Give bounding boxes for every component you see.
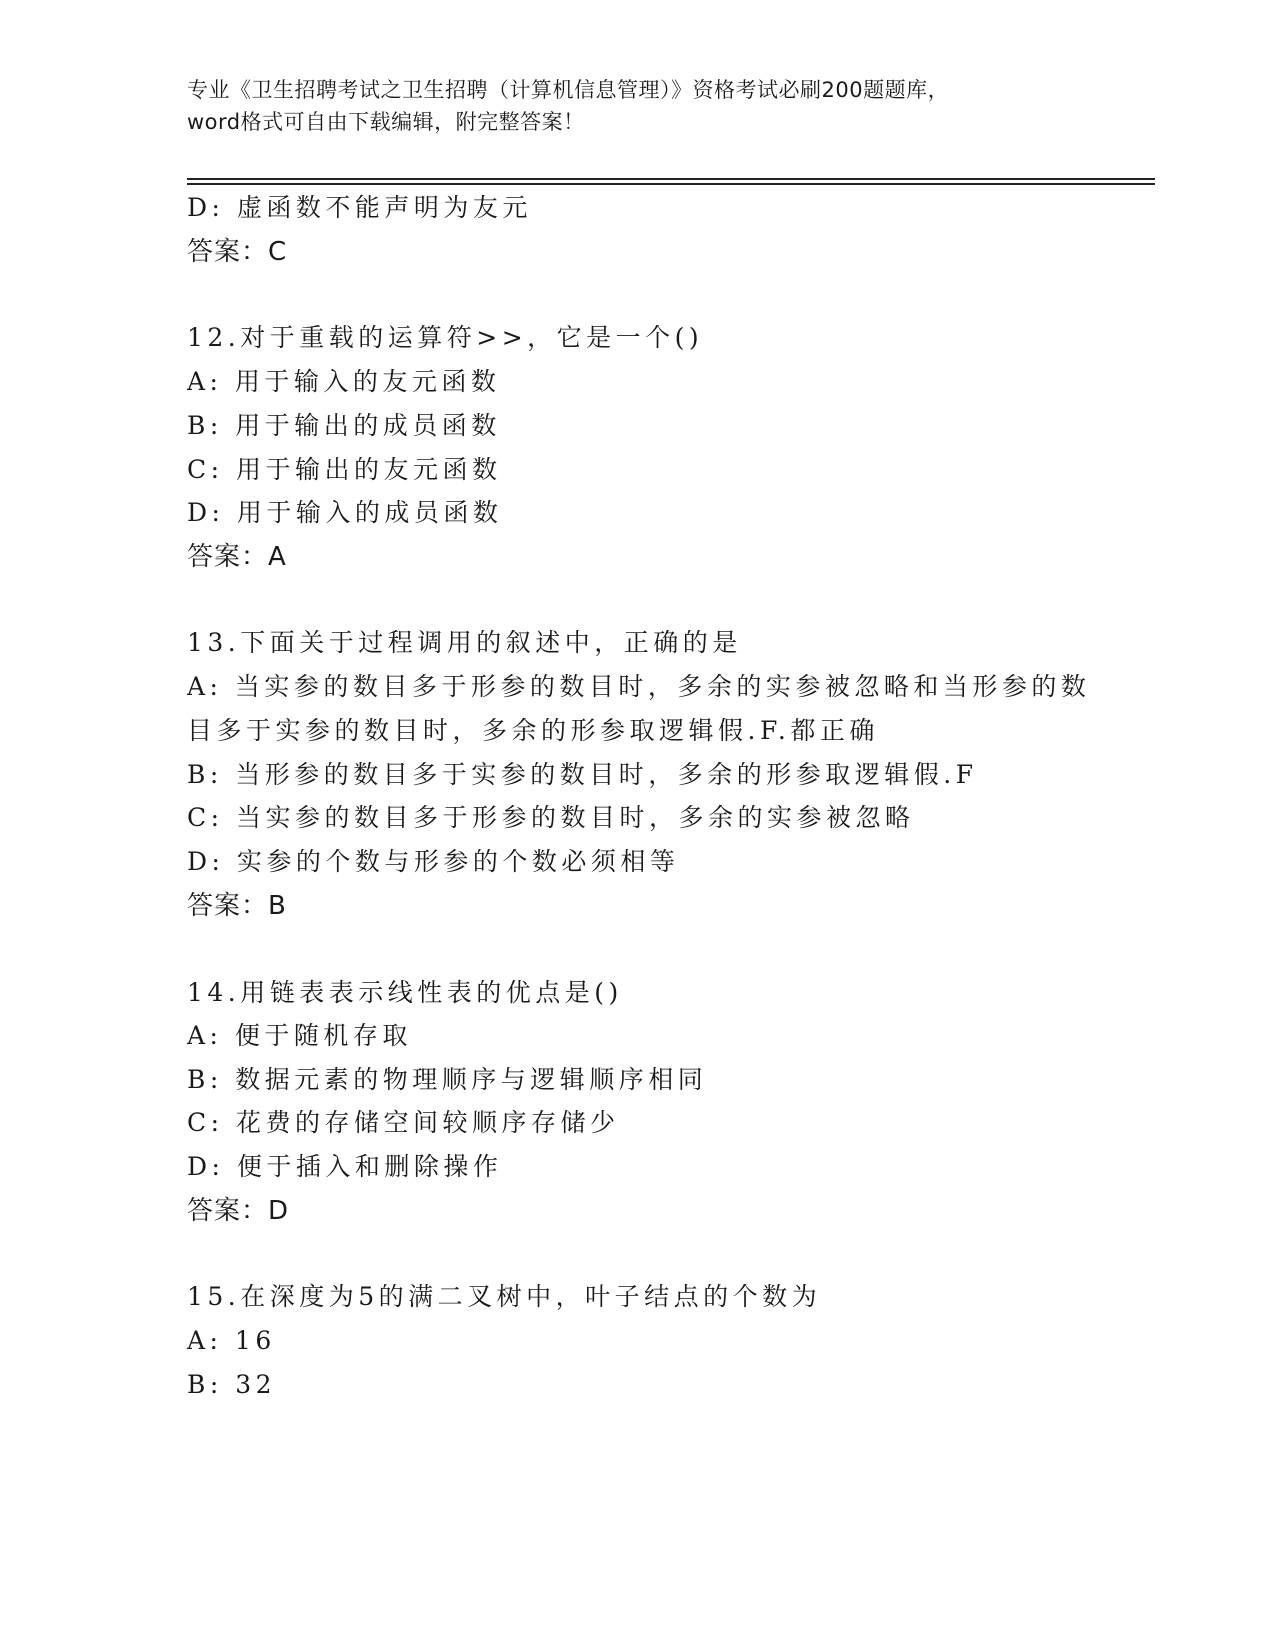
q12-option-c: C: 用于输出的友元函数 (187, 455, 502, 484)
q13-question: 13.下面关于过程调用的叙述中，正确的是 (187, 628, 742, 657)
q15-option-b: B: 32 (187, 1370, 277, 1399)
q12-question: 12.对于重载的运算符>>，它是一个() (187, 323, 704, 352)
q14-option-d: D: 便于插入和删除操作 (187, 1152, 503, 1181)
header-line-1: 专业《卫生招聘考试之卫生招聘（计算机信息管理）》资格考试必刷200题题库， (187, 78, 950, 102)
document-header (187, 74, 1087, 138)
prev-option-d: D: 虚函数不能声明为友元 (187, 193, 532, 222)
q15-question: 15.在深度为5的满二叉树中，叶子结点的个数为 (187, 1282, 822, 1311)
q13-option-d: D: 实参的个数与形参的个数必须相等 (187, 847, 680, 876)
q13-option-b: B: 当形参的数目多于实参的数目时，多余的形参取逻辑假.F (187, 760, 978, 789)
header-rule-bottom (187, 183, 1155, 185)
header-line-2: word格式可自由下载编辑，附完整答案！ (187, 110, 585, 134)
q14-option-b: B: 数据元素的物理顺序与逻辑顺序相同 (187, 1065, 708, 1094)
q12-answer: 答案：A (187, 542, 287, 572)
q14-option-a: A: 便于随机存取 (187, 1021, 412, 1050)
q12-option-b: B: 用于输出的成员函数 (187, 411, 501, 440)
q12-option-d: D: 用于输入的成员函数 (187, 498, 503, 527)
q14-option-c: C: 花费的存储空间较顺序存储少 (187, 1108, 620, 1137)
header-rule-top (187, 178, 1155, 180)
q14-answer: 答案：D (187, 1196, 290, 1226)
q14-question: 14.用链表表示线性表的优点是() (187, 978, 623, 1007)
q15-option-a: A: 16 (187, 1326, 276, 1355)
q13-option-a-line1: A: 当实参的数目多于形参的数目时，多余的实参被忽略和当形参的数 (187, 672, 1091, 701)
q13-option-c: C: 当实参的数目多于形参的数目时，多余的实参被忽略 (187, 803, 915, 832)
q12-option-a: A: 用于输入的友元函数 (187, 367, 501, 396)
q13-option-a-line2: 目多于实参的数目时，多余的形参取逻辑假.F.都正确 (187, 716, 879, 745)
q13-answer: 答案：B (187, 891, 287, 921)
prev-answer: 答案：C (187, 237, 288, 267)
